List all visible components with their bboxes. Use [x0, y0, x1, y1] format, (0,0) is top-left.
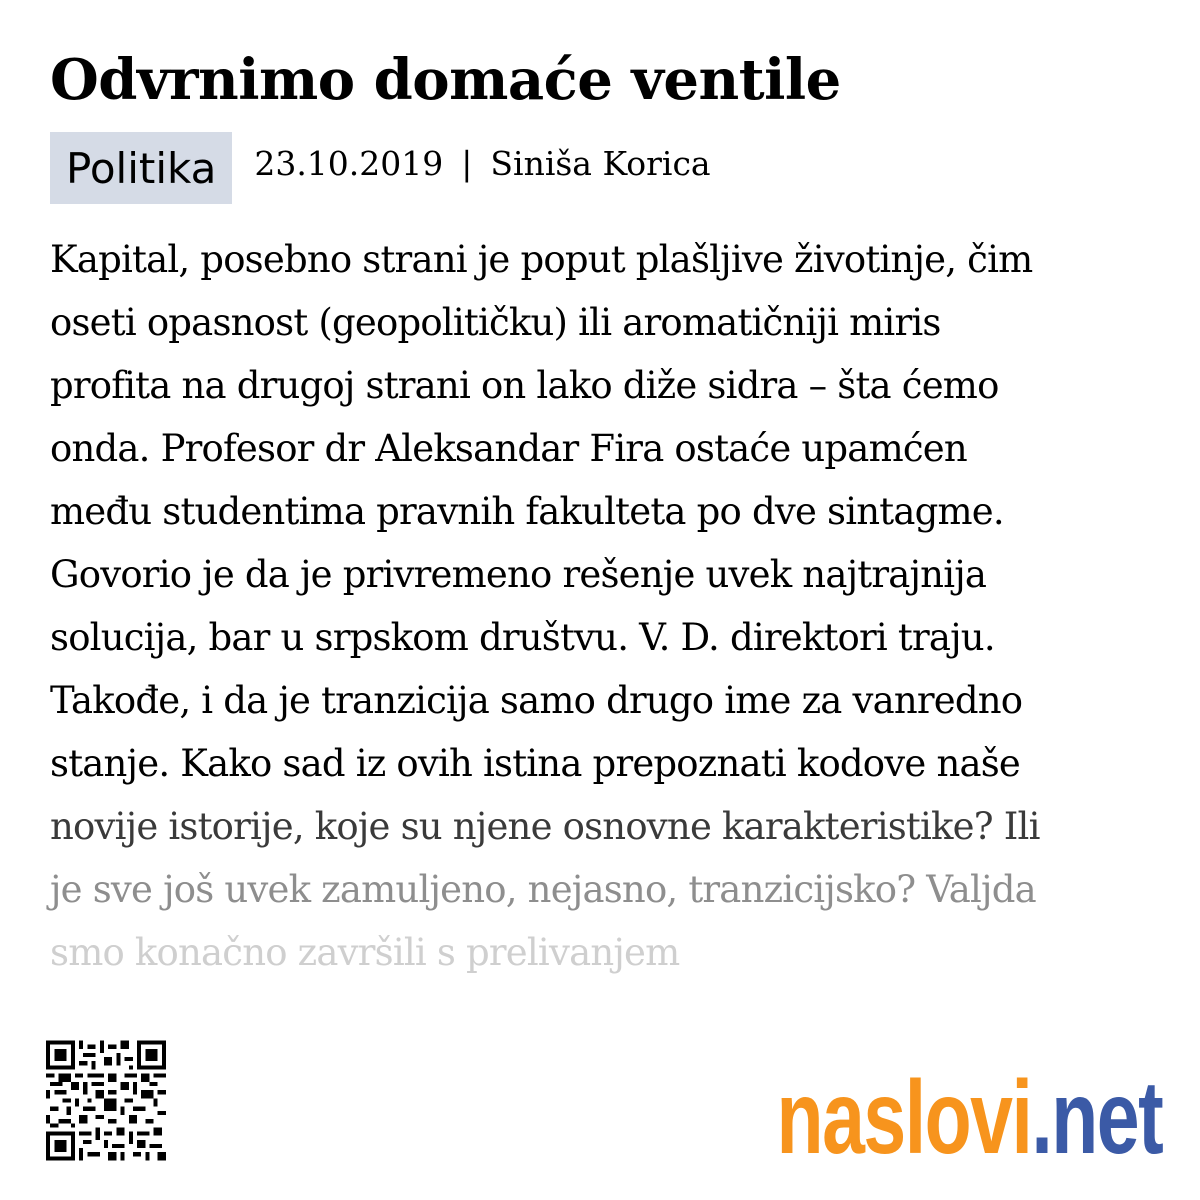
logo-part-net: .net [1031, 1060, 1162, 1176]
naslovi-net-logo[interactable] [776, 1060, 1162, 1176]
article-author: Siniša Korica [490, 144, 711, 183]
article-meta [50, 132, 711, 204]
body-line: onda. Profesor dr Aleksandar Fira ostaće upamćen [50, 427, 967, 470]
logo-part-naslovi: naslovi [776, 1060, 1032, 1176]
body-line: Takođe, i da je tranzicija samo drugo ime za vanredno [50, 679, 1023, 722]
article-title: Odvrnimo domaće ventile [50, 47, 841, 113]
body-line: Kapital, posebno strani je poput plašljive životinje, čim [50, 238, 1033, 281]
qr-code-icon[interactable] [46, 1038, 166, 1163]
body-line: solucija, bar u srpskom društvu. V. D. direktori traju. [50, 616, 995, 659]
body-line: među studentima pravnih fakulteta po dve sintagme. [50, 490, 1004, 533]
body-line: stanje. Kako sad iz ovih istina prepoznati kodove naše [50, 742, 1021, 785]
article-date: 23.10.2019 [254, 144, 444, 183]
body-line: smo konačno završili s prelivanjem [50, 931, 680, 974]
body-line: oseti opasnost (geopolitičku) ili aromatičniji miris [50, 301, 941, 344]
body-line: je sve još uvek zamuljeno, nejasno, tranzicijsko? Valjda [50, 868, 1036, 911]
article-body [50, 228, 1150, 984]
body-line: Govorio je da je privremeno rešenje uvek najtrajnija [50, 553, 987, 596]
category-badge[interactable]: Politika [50, 132, 232, 204]
meta-separator: | [461, 144, 473, 183]
body-line: profita na drugoj strani on lako diže sidra – šta ćemo [50, 364, 999, 407]
body-line: novije istorije, koje su njene osnovne karakteristike? Ili [50, 805, 1040, 848]
